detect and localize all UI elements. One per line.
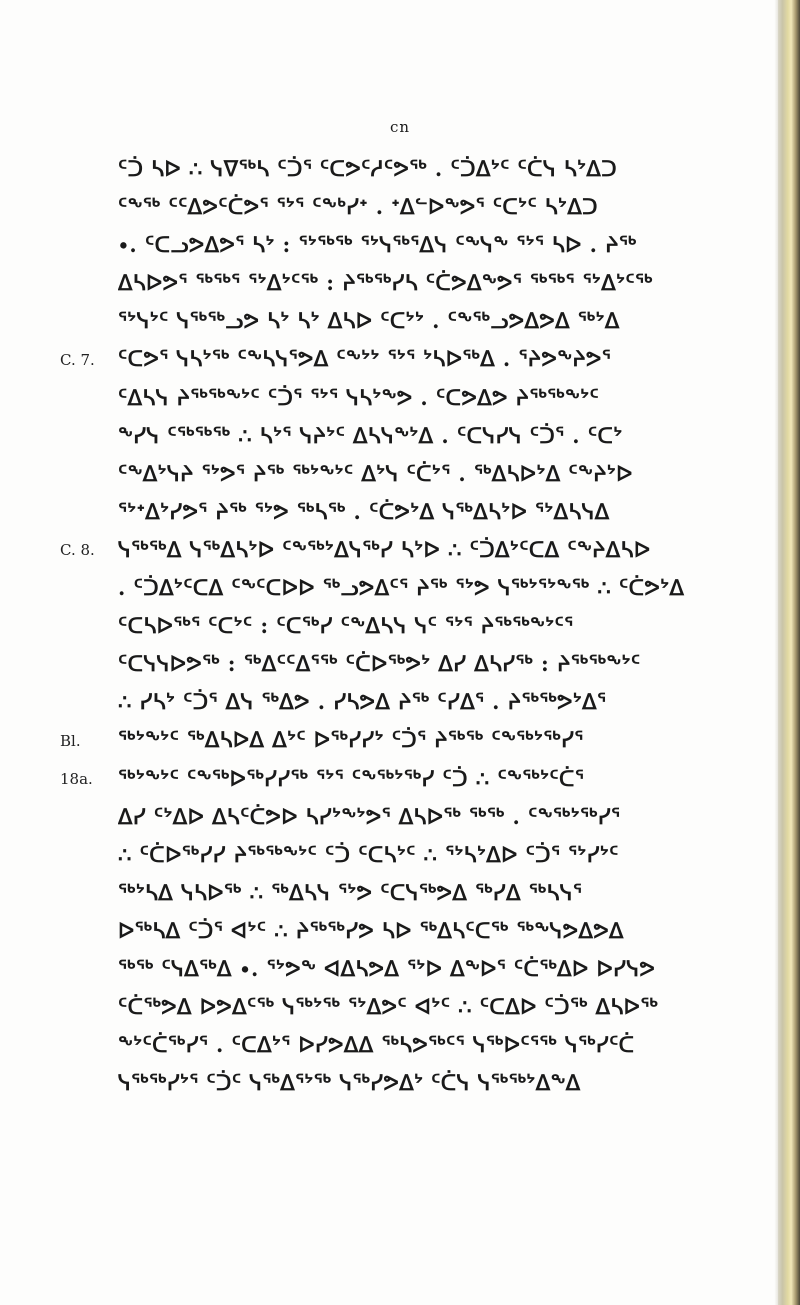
text-line: ᑦᑕᓭᓭᐅᕗᖅ : ᖅᐃᑦᑦᐃᕐᖅ ᑦᑖᐅᖅᕗᔾ ᐃᓯ ᐃᓴᓯᖅ : ᔨᖅᖅᖕᔾᑦ xyxy=(118,651,641,677)
text-line: ᐃᓯ ᑦᔾᐃᐅ ᐃᓴᑦᑖᕗᐅ ᓴᓯᔾᖕᔾᕗᕐ ᐃᓴᐅᖅ ᖅᖅ . ᑦᖕᖅᔾᖅᓯᕐ xyxy=(118,803,621,829)
text-line: ᑦᑕᓴᐅᖅᕐ ᑦᑕᔾᑦ : ᑦᑕᖅᓯ ᑦᖕᐃᓴᓭ ᓭᑦ ᕐᔾᕐ ᔨᖅᖅᖕᔾᑦᕐ xyxy=(118,613,574,639)
text-line: ᕐᔾᐩᐃᔾᓯᕗᕐ ᔨᖅ ᕐᔾᕗ ᖅᓴᖅ . ᑦᑖᕗᔾᐃ ᓭᖅᐃᓴᔾᐅ ᕐᔾᐃᓴᓭᐃ xyxy=(118,498,610,524)
text-line: ᑦᖕᐃᔾᓭᔨ ᕐᔾᕗᕐ ᔨᖅ ᖅᔾᖕᔾᑦ ᐃᔾᓭ ᑦᑖᔾᕐ . ᖅᐃᓴᐅᔾᐃ ᑦᖕᔨᔾᐅ xyxy=(118,460,633,486)
text-line: ∴ ᑦᑖᐅᖅᓯᓯ ᔨᖅᖅᖕᔾᑦ ᑦᑑ ᑦᑕᓴᔾᑦ ∴ ᕐᔾᓴᔾᐃᐅ ᑦᑑᕐ ᕐᔾᓯᔾᑦ xyxy=(118,841,619,867)
text-line: ᑦᑖᖅᕗᐃ ᐅᕗᐃᑦᖅ ᓭᖅᔾᖅ ᕐᔾᐃᕗᑦ ᐊᔾᑦ ∴ ᑦᑕᐃᐅ ᑦᑑᖅ ᐃᓴᐅᖅ xyxy=(118,994,659,1020)
book-binding xyxy=(778,0,800,1305)
text-line: ᑦᖕᖅ ᑦᑦᐃᕗᑦᑖᕗᕐ ᕐᔾᕐ ᑦᖕᒃᓯᐩ . ᐩᐃᓪᐅᖕᕗᕐ ᑦᑕᔾᑦ ᓴᔾᐃᑐ xyxy=(118,194,599,220)
text-line: ᓭᖅᖅᐃ ᓭᖅᐃᓴᔾᐅ ᑦᖕᖅᔾᐃᓭᖅᓯ ᓴᔾᐅ ∴ ᑦᑑᐃᔾᑦᑕᐃ ᑦᖕᔨᐃᓴᐅ xyxy=(118,536,651,562)
margin-marker: Bl. 18a. xyxy=(60,731,93,788)
margin-marker: C. 7. xyxy=(60,350,95,369)
text-line: ∴ ᓯᓴᔾ ᑦᑑᕐ ᐃᓭ ᖅᐃᕗ . ᓯᓴᕗᐃ ᔨᖅ ᑦᓯᐃᕐ . ᔨᖅᖅᕗᔾᐃᕐ xyxy=(118,689,607,715)
margin-marker: C. 8. xyxy=(60,541,95,559)
text-line: ᑦᐃᓴᓭ ᔨᖅᖅᖕᔾᑦ ᑦᑑᕐ ᕐᔾᕐ ᓭᓴᔾᖕᕗ . ᑦᑕᕗᐃᕗ ᔨᖅᖅᖕᔾᑦ xyxy=(118,384,600,410)
text-line: . ᑦᑑᐃᔾᑦᑕᐃ ᑦᖕᑦᑕᐅᐅ ᖅᓗᕗᐃᑦᕐ ᔨᖅ ᕐᔾᕗ ᓭᖅᔾᕐᔾᖕᖅ ∴ ᑦᑖᕗᔾᐃ xyxy=(118,575,685,601)
text-line: ᑦᑕᕗᕐ ᓭᓴᔾᖅ ᑦᖕᓴᓭᕐᕗᐃ ᑦᖕᔾᔾ ᕐᔾᕐ ᔾᓴᐅᖅᐃ . ᕐᔨᕗᖕᔨᕗᕐ xyxy=(118,346,612,372)
text-line: ᓭᖅᖅᓯᔾᕐ ᑦᑑᑦ ᓭᖅᐃᕐᔾᖅ ᓭᖅᓯᕗᐃᔾ ᑦᑖᓭ ᓭᖅᖅᔾᐃᖕᐃ xyxy=(118,1070,581,1096)
text-line: ᑦᑑ ᓴᐅ ∴ ᓭᐁᖅᓴ ᑦᑑᕐ ᑦᑕᕗᑦᓱᑦᕗᖅ . ᑦᑑᐃᔾᑦ ᑦᑖᓭ ᓴᔾᐃᑐ xyxy=(118,156,618,181)
text-line: ∙. ᑦᑕᓗᕗᐃᕗᕐ ᓴᔾ : ᕐᔾᖅᖅ ᕐᔾᓭᖅᕐᐃᓭ ᑦᖕᓭᖕ ᕐᔾᕐ ᓴᐅ . ᔨᖅ xyxy=(118,232,637,258)
text-line: ᐃᓴᐅᕗᕐ ᖅᖅᕐ ᕐᔾᐃᔾᑦᖅ : ᔨᖅᖅᓯᓴ ᑦᑖᕗᐃᖕᕗᕐ ᖅᖅᕐ ᕐᔾᐃᔾᑦᖅ xyxy=(118,270,653,296)
text-line: ᖅᔾᓴᐃ ᓭᓴᐅᖅ ∴ ᖅᐃᓴᓭ ᕐᔾᕗ ᑦᑕᓭᖅᕗᐃ ᖅᓯᐃ ᖅᓴᓭᕐ xyxy=(118,879,583,905)
text-line: ᖅᔾᖕᔾᑦ ᑦᖕᖅᐅᖅᓯᓯᖅ ᕐᔾᕐ ᑦᖕᖅᔾᖅᓯ ᑦᑑ ∴ ᑦᖕᖅᔾᑦᑖᕐ xyxy=(118,765,585,791)
text-line: ᖕᔾᑦᑖᖅᓯᕐ . ᑦᑕᐃᔾᕐ ᐅᓯᕗᐃᐃ ᖅᓴᕗᖅᑦᕐ ᓭᖅᐅᑦᕐᖅ ᓭᖅᓯᑦᑖ xyxy=(118,1032,635,1058)
text-line: ᖕᓯᓭ ᑦᖅᖅᖅ ∴ ᓴᔾᕐ ᓭᔨᔾᑦ ᐃᓴᓭᖕᔾᐃ . ᑦᑕᓭᓯᓭ ᑦᑑᕐ . ᑦᑕᔾ xyxy=(118,422,623,448)
page-number: cn xyxy=(389,118,411,136)
text-line: ᖅᖅ ᑦᓭᐃᖅᐃ ∙. ᕐᔾᕗᖕ ᐊᐃᓴᕗᐃ ᕐᔾᐅ ᐃᖕᐅᕐ ᑦᑖᖅᐃᐅ ᐅᓯᓭᕗ xyxy=(118,955,656,981)
text-line: ᐅᖅᓴᐃ ᑦᑑᕐ ᐊᔾᑦ ∴ ᔨᖅᖅᓯᕗ ᓴᐅ ᖅᐃᓴᑦᑕᖅ ᖅᖕᓭᕗᐃᕗᐃ xyxy=(118,917,624,943)
text-line: ᖅᔾᖕᔾᑦ ᖅᐃᓴᐅᐃ ᐃᔾᑦ ᐅᖅᓯᓯᔾ ᑦᑑᕐ ᔨᖅᖅ ᑦᖕᖅᔾᖅᓯᕐ xyxy=(118,727,584,753)
text-block xyxy=(118,150,738,1102)
text-line: ᕐᔾᓭᔾᑦ ᓭᖅᖅᓗᕗ ᓴᔾ ᓴᔾ ᐃᓴᐅ ᑦᑕᔾᔾ . ᑦᖕᖅᓗᕗᐃᕗᐃ ᖅᔾᐃ xyxy=(118,308,620,334)
